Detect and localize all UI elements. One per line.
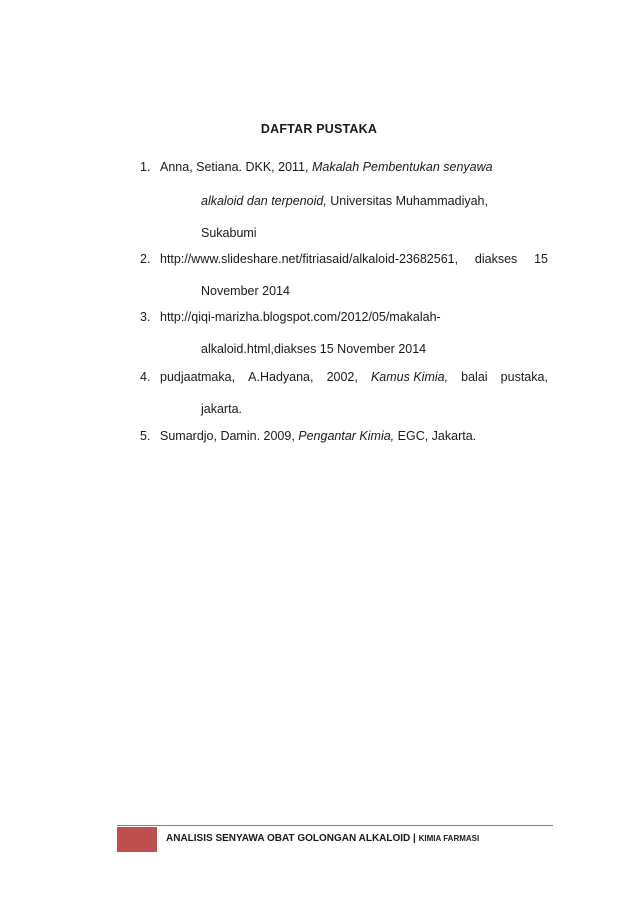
reference-number: 3. (140, 310, 151, 324)
footer-separator: | (410, 833, 419, 844)
reference-line: November 2014 (201, 284, 290, 298)
reference-authors: A.Hadyana, (248, 370, 314, 384)
footer-divider (117, 825, 553, 826)
reference-authors: Anna, Setiana. DKK, 2011, (160, 160, 312, 174)
reference-line (160, 252, 548, 267)
footer-section: KIMIA FARMASI (418, 834, 480, 843)
reference-accessed: diakses (474, 252, 518, 266)
reference-publisher: balai (461, 370, 488, 384)
reference-authors: Sumardjo, Damin. 2009, (160, 429, 299, 443)
reference-title: alkaloid dan terpenoid, (201, 194, 327, 208)
reference-line (201, 194, 488, 209)
reference-publisher: pustaka, (500, 370, 548, 384)
reference-line (160, 160, 493, 175)
reference-authors: pudjaatmaka, (160, 370, 236, 384)
reference-date: 15 (534, 252, 548, 266)
page-title: DAFTAR PUSTAKA (260, 122, 378, 136)
reference-publisher: Universitas Muhammadiyah, (326, 194, 488, 208)
reference-title: Pengantar Kimia, (298, 429, 395, 443)
reference-number: 1. (140, 160, 151, 174)
reference-line: jakarta. (201, 402, 242, 416)
reference-line: Sukabumi (201, 226, 257, 240)
reference-title: Kamus Kimia, (370, 370, 449, 384)
reference-line (160, 370, 548, 385)
reference-title: Makalah Pembentukan senyawa (311, 160, 493, 174)
footer-accent-box (117, 827, 157, 852)
footer-document-title: ANALISIS SENYAWA OBAT GOLONGAN ALKALOID (166, 833, 411, 844)
reference-year: 2002, (326, 370, 358, 384)
reference-number: 5. (140, 429, 151, 443)
reference-line: alkaloid.html,diakses 15 November 2014 (201, 342, 427, 356)
reference-publisher: EGC, Jakarta. (394, 429, 477, 443)
reference-url: http://qiqi-marizha.blogspot.com/2012/05/makalah- (160, 310, 441, 324)
reference-number: 4. (140, 370, 151, 384)
reference-url: http://www.slideshare.net/fitriasaid/alkaloid-23682561, (160, 252, 459, 266)
reference-line (160, 429, 476, 444)
reference-number: 2. (140, 252, 151, 266)
page-footer (166, 833, 479, 844)
